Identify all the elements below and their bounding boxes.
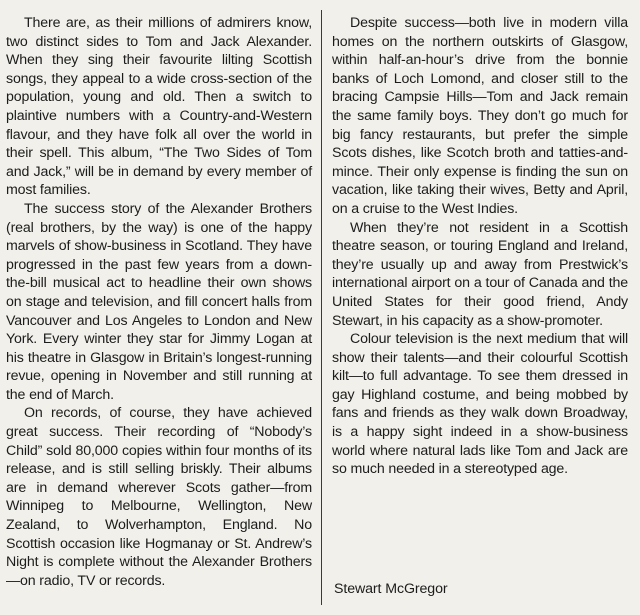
paragraph-family-life: Despite success—both live in modern villa homes on the northern outskirts of Glasgow, within half-an-hour’s drive from the bonnie banks of Loch Lomond, and closer still to the bracing Campsie Hills—Tom and Jack remain the same family boys. They don’t go much for big fancy restaurants, but prefer the simple Scots dishes, like Scotch broth and tatties-and-mince. Their only expense is finding the sun on vacation, like taking their wives, Betty and April, on a cruise to the West Indies. [332,15,628,217]
right-column [332,14,628,479]
paragraph-records: On records, of course, they have achieved great success. Their recording of “Nobody’s Child” sold 80,000 copies within four months of its release, and is still selling briskly. Their albums are in demand wherever Scots gather—from Winnipeg to Melbourne, Wellington, New Zealand, to Wolverhampton, England. No Scottish occasion like Hogmanay or St. Andrew’s Night is complete without the Alexander Brothers—on radio, TV or records. [6,405,312,589]
paragraph-touring: When they’re not resident in a Scottish theatre season, or touring England and Ireland, they’re usually up and away from Prestwick’s international airport on a tour of Canada and the United States for their good friend, Andy Stewart, in his capacity as a show-promoter. [332,219,628,329]
paragraph-colour-television: Colour television is the next medium that will show their talents—and their colourful Scottish kilt—to full advantage. To see them dressed in gay Highland costume, and being mobbed by fans and friends as they walk down Broadway, is a happy sight indeed in a show-business world where natural lads like Tom and Jack are so much needed in a stereotyped age. [332,331,628,478]
paragraph-success-story: The success story of the Alexander Brothers (real brothers, by the way) is one of the happy marvels of show-business in Scotland. They have progressed in the past few years from a down-the-bill musical act to headline their own shows on stage and television, and fill concert halls from Vancouver and Los Angeles to London and New York. Every winter they star for Jimmy Logan at his theatre in Glasgow in Britain’s longest-running revue, opening in November and still running at the end of March. [6,200,312,403]
left-column [6,14,312,590]
column-divider [321,10,322,605]
paragraph-intro: There are, as their millions of admirers know, two distinct sides to Tom and Jack Alexander. When they sing their favourite lilting Scottish songs, they appeal to a wide cross-section of the population, young and old. Then a switch to plaintive numbers with a Country-and-Western flavour, and they have folk all over the world in their spell. This album, “The Two Sides of Tom and Jack,” will be in demand by every member of most families. [6,15,312,199]
author-byline: Stewart McGregor [334,581,448,597]
